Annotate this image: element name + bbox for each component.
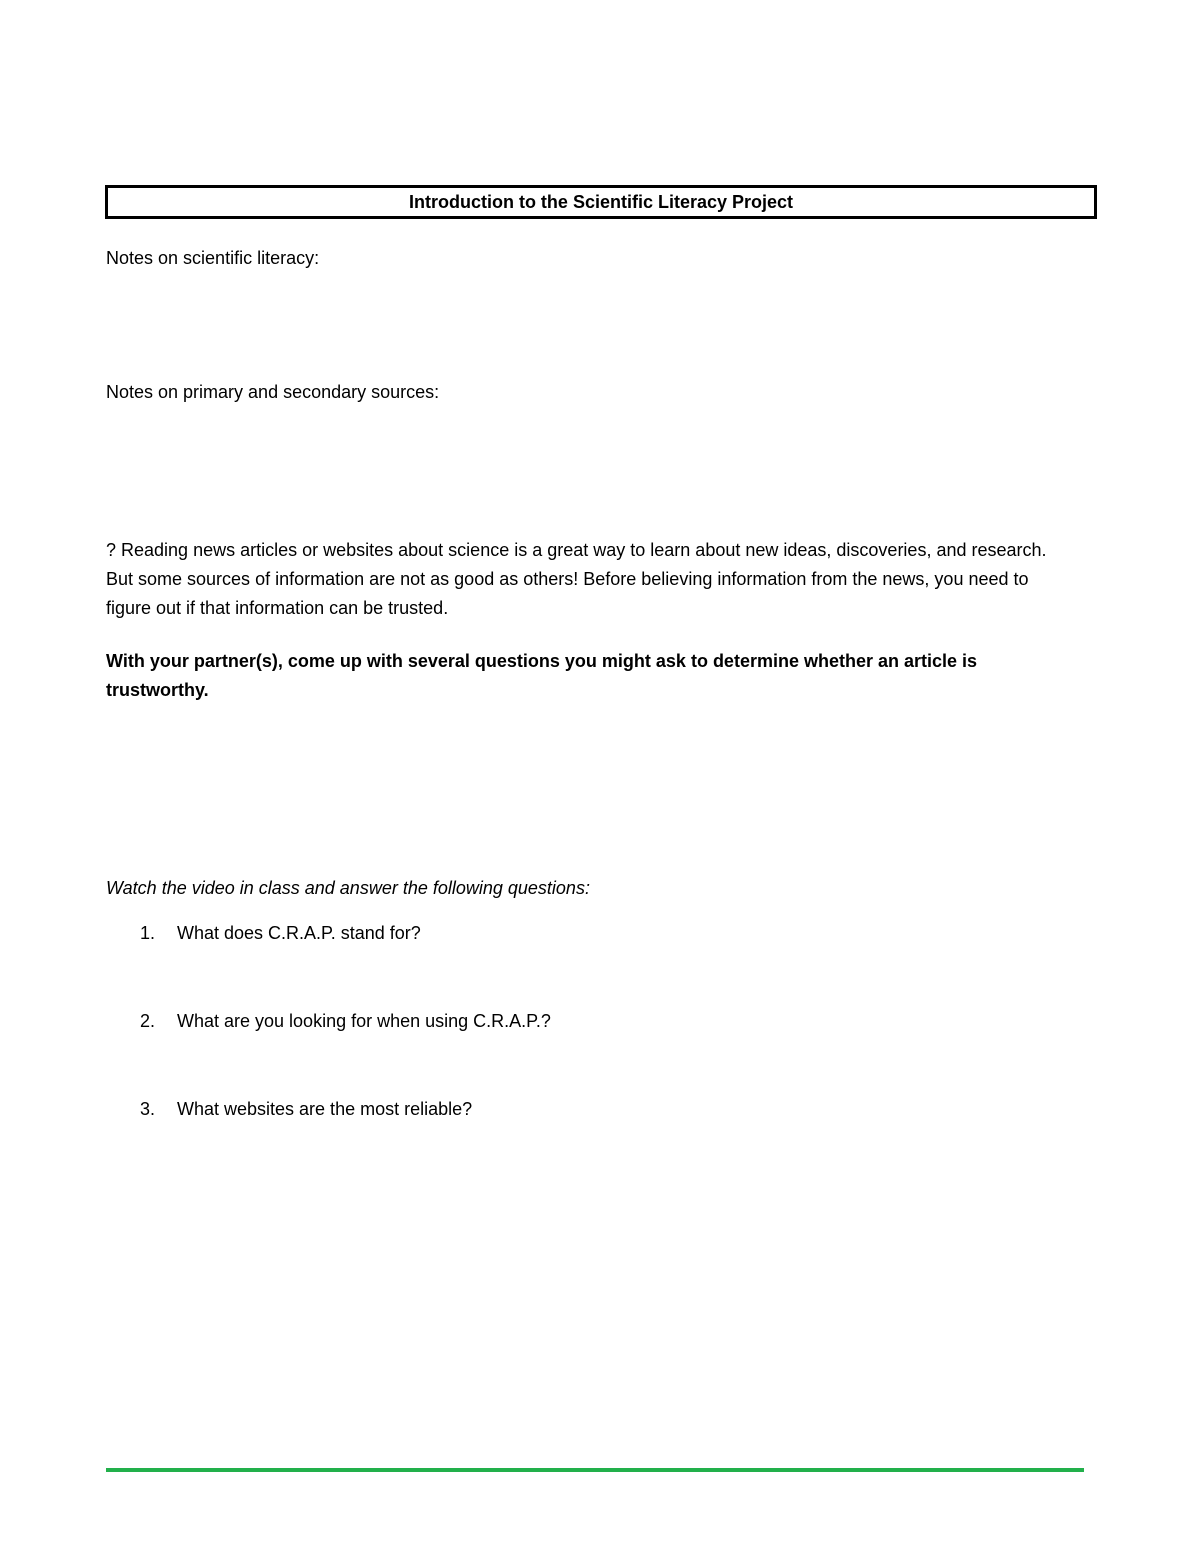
- question-text: What websites are the most reliable?: [177, 1099, 473, 1119]
- document-title-box: [105, 185, 1097, 219]
- notes-literacy-label: Notes on scientific literacy:: [106, 248, 320, 268]
- question-number: 3.: [140, 1099, 156, 1119]
- question-text: What are you looking for when using C.R.A.P.?: [177, 1011, 551, 1031]
- footer-divider: [106, 1468, 1084, 1472]
- document-title: Introduction to the Scientific Literacy Project: [408, 191, 794, 212]
- question-text: What does C.R.A.P. stand for?: [177, 923, 421, 943]
- notes-sources-label: Notes on primary and secondary sources:: [106, 382, 440, 402]
- intro-paragraph: ? Reading news articles or websites about science is a great way to learn about new ideas, discoveries, and research. But some sources of information are not as good as others! Before believing information from the news, you need to figure out if that information can be trusted.: [106, 540, 1047, 618]
- partner-prompt: With your partner(s), come up with several questions you might ask to determine whether an article is trustworthy.: [106, 651, 978, 700]
- question-number: 1.: [140, 923, 156, 943]
- question-number: 2.: [140, 1011, 156, 1031]
- video-instruction: Watch the video in class and answer the following questions:: [106, 878, 590, 898]
